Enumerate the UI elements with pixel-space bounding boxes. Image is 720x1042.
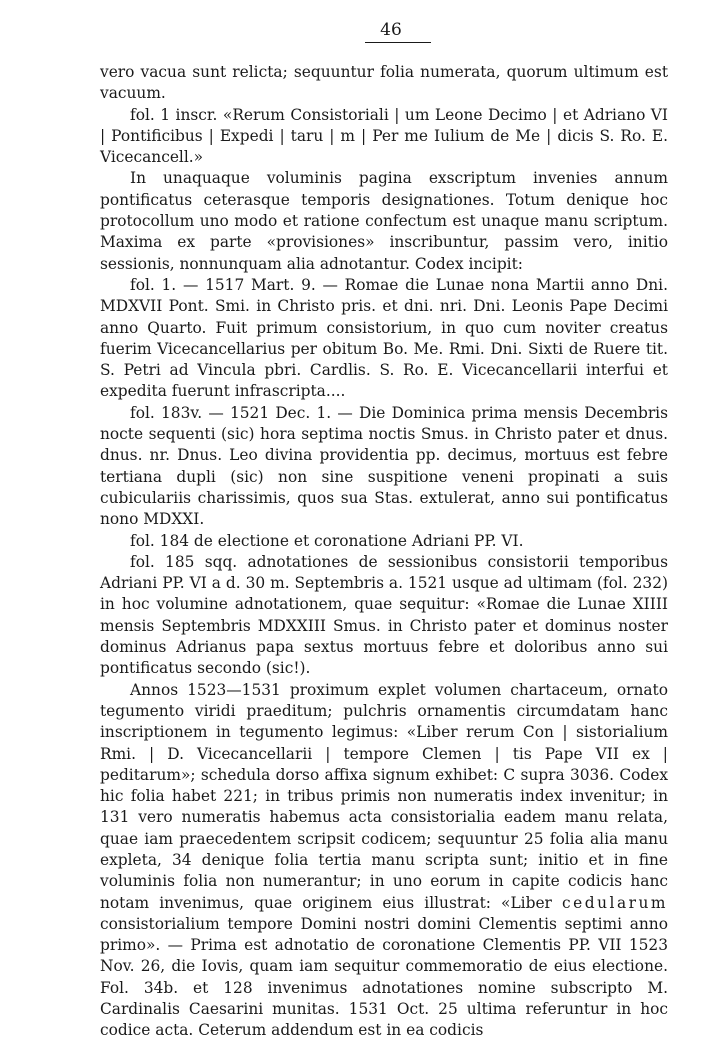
paragraph-7: fol. 185 sqq. adnotationes de sessionibus consistorii temporibus Adriani PP. VI a d. 30 m. Septembris a. 1521 usque ad ultimam (fol. 232) in hoc volumine adnotationem, quae sequitur: «Romae die Lunae XIIII mensis Septembris MDXXIII Smus. in Christo pater et dominus noster dominus Adrianus papa sextus mortuus febre et doloribus anno sui pontificatus secondo (sic!).	[100, 552, 668, 678]
paragraph-2: fol. 1 inscr. «Rerum Consistoriali | um Leone Decimo | et Adriano VI | Pontificibus | Expedi | taru | m | Per me Iulium de Me | dicis S. Ro. E. Vicecancell.»	[100, 105, 668, 167]
paragraph-8-part-1: Annos 1523—1531 proximum explet volumen chartaceum, ornato tegumento viridi praeditum; pulchris ornamentis circumdatam hanc inscriptionem in tegumento legimus: «Liber rerum Con | sistorialium Rmi. | D. Vicecancellarii | tempore Clemen | tis Pape VII ex | peditarum»; schedula dorso affixa signum exhibet: C supra 3036. Codex hic folia habet 221; in tribus primis non numeratis index invenitur; in 131 vero numeratis habemus acta consistorialia eadem manu relata, quae iam praecedentem scripsit codicem; sequuntur 25 folia alia manu expleta, 34 denique folia tertia manu scripta sunt; initio et in fine voluminis folia non numerantur; in uno eorum in capite codicis hanc notam invenimus, quae originem eius illustrat: «Liber	[100, 680, 668, 912]
body-text	[100, 62, 668, 1042]
paragraph-1: vero vacua sunt relicta; sequuntur folia numerata, quorum ultimum est vacuum.	[100, 63, 668, 103]
spaced-word: cedularum	[562, 893, 668, 912]
paragraph-3: In unaquaque voluminis pagina exscriptum invenies annum pontificatus ceterasque temporis designationes. Totum denique hoc protocollum uno modo et ratione confectum est unaque manu scriptum. Maxima ex parte «provisiones» inscribuntur, passim vero, initio sessionis, nonnunquam alia adnotantur. Codex incipit:	[100, 169, 668, 273]
paragraph-8-part-2: consistorialium tempore Domini nostri domini Clementis septimi anno primo». — Prima est adnotatio de coronatione Clementis PP. VII 1523 Nov. 26, die Iovis, quam iam sequitur commemoratio de eius electione. Fol. 34b. et 128 invenimus adnotationes nomine subscripto M. Cardinalis Caesarini munitas. 1531 Oct. 25 ultima referuntur in hoc codice acta. Ceterum addendum est in ea codicis	[100, 914, 668, 1040]
paragraph-6: fol. 184 de electione et coronatione Adriani PP. VI.	[130, 531, 524, 550]
paragraph-8	[100, 680, 668, 1042]
header-rule	[365, 42, 431, 43]
page-number: 46	[380, 20, 402, 40]
paragraph-5: fol. 183v. — 1521 Dec. 1. — Die Dominica prima mensis Decembris nocte sequenti (sic) hora septima noctis Smus. in Christo pater et dnus. dnus. nr. Dnus. Leo divina providentia pp. decimus, mortuus est febre tertiana dupli (sic) non sine suspitione veneni propinati a suis cubiculariis charissimis, quos sua Stas. extulerat, anno sui pontificatus nono MDXXI.	[100, 403, 668, 529]
document-page	[100, 18, 668, 1042]
paragraph-4: fol. 1. — 1517 Mart. 9. — Romae die Lunae nona Martii anno Dni. MDXVII Pont. Smi. in Christo pris. et dni. nri. Dni. Leonis Pape Decimi anno Quarto. Fuit primum consistorium, in quo cum noviter creatus fuerim Vicecancellarius per obitum Bo. Me. Rmi. Dni. Sixti de Ruere tit. S. Petri ad Vincula pbri. Cardlis. S. Ro. E. Vicecancellarii interfui et expedita fuerunt infrascripta....	[100, 275, 668, 401]
